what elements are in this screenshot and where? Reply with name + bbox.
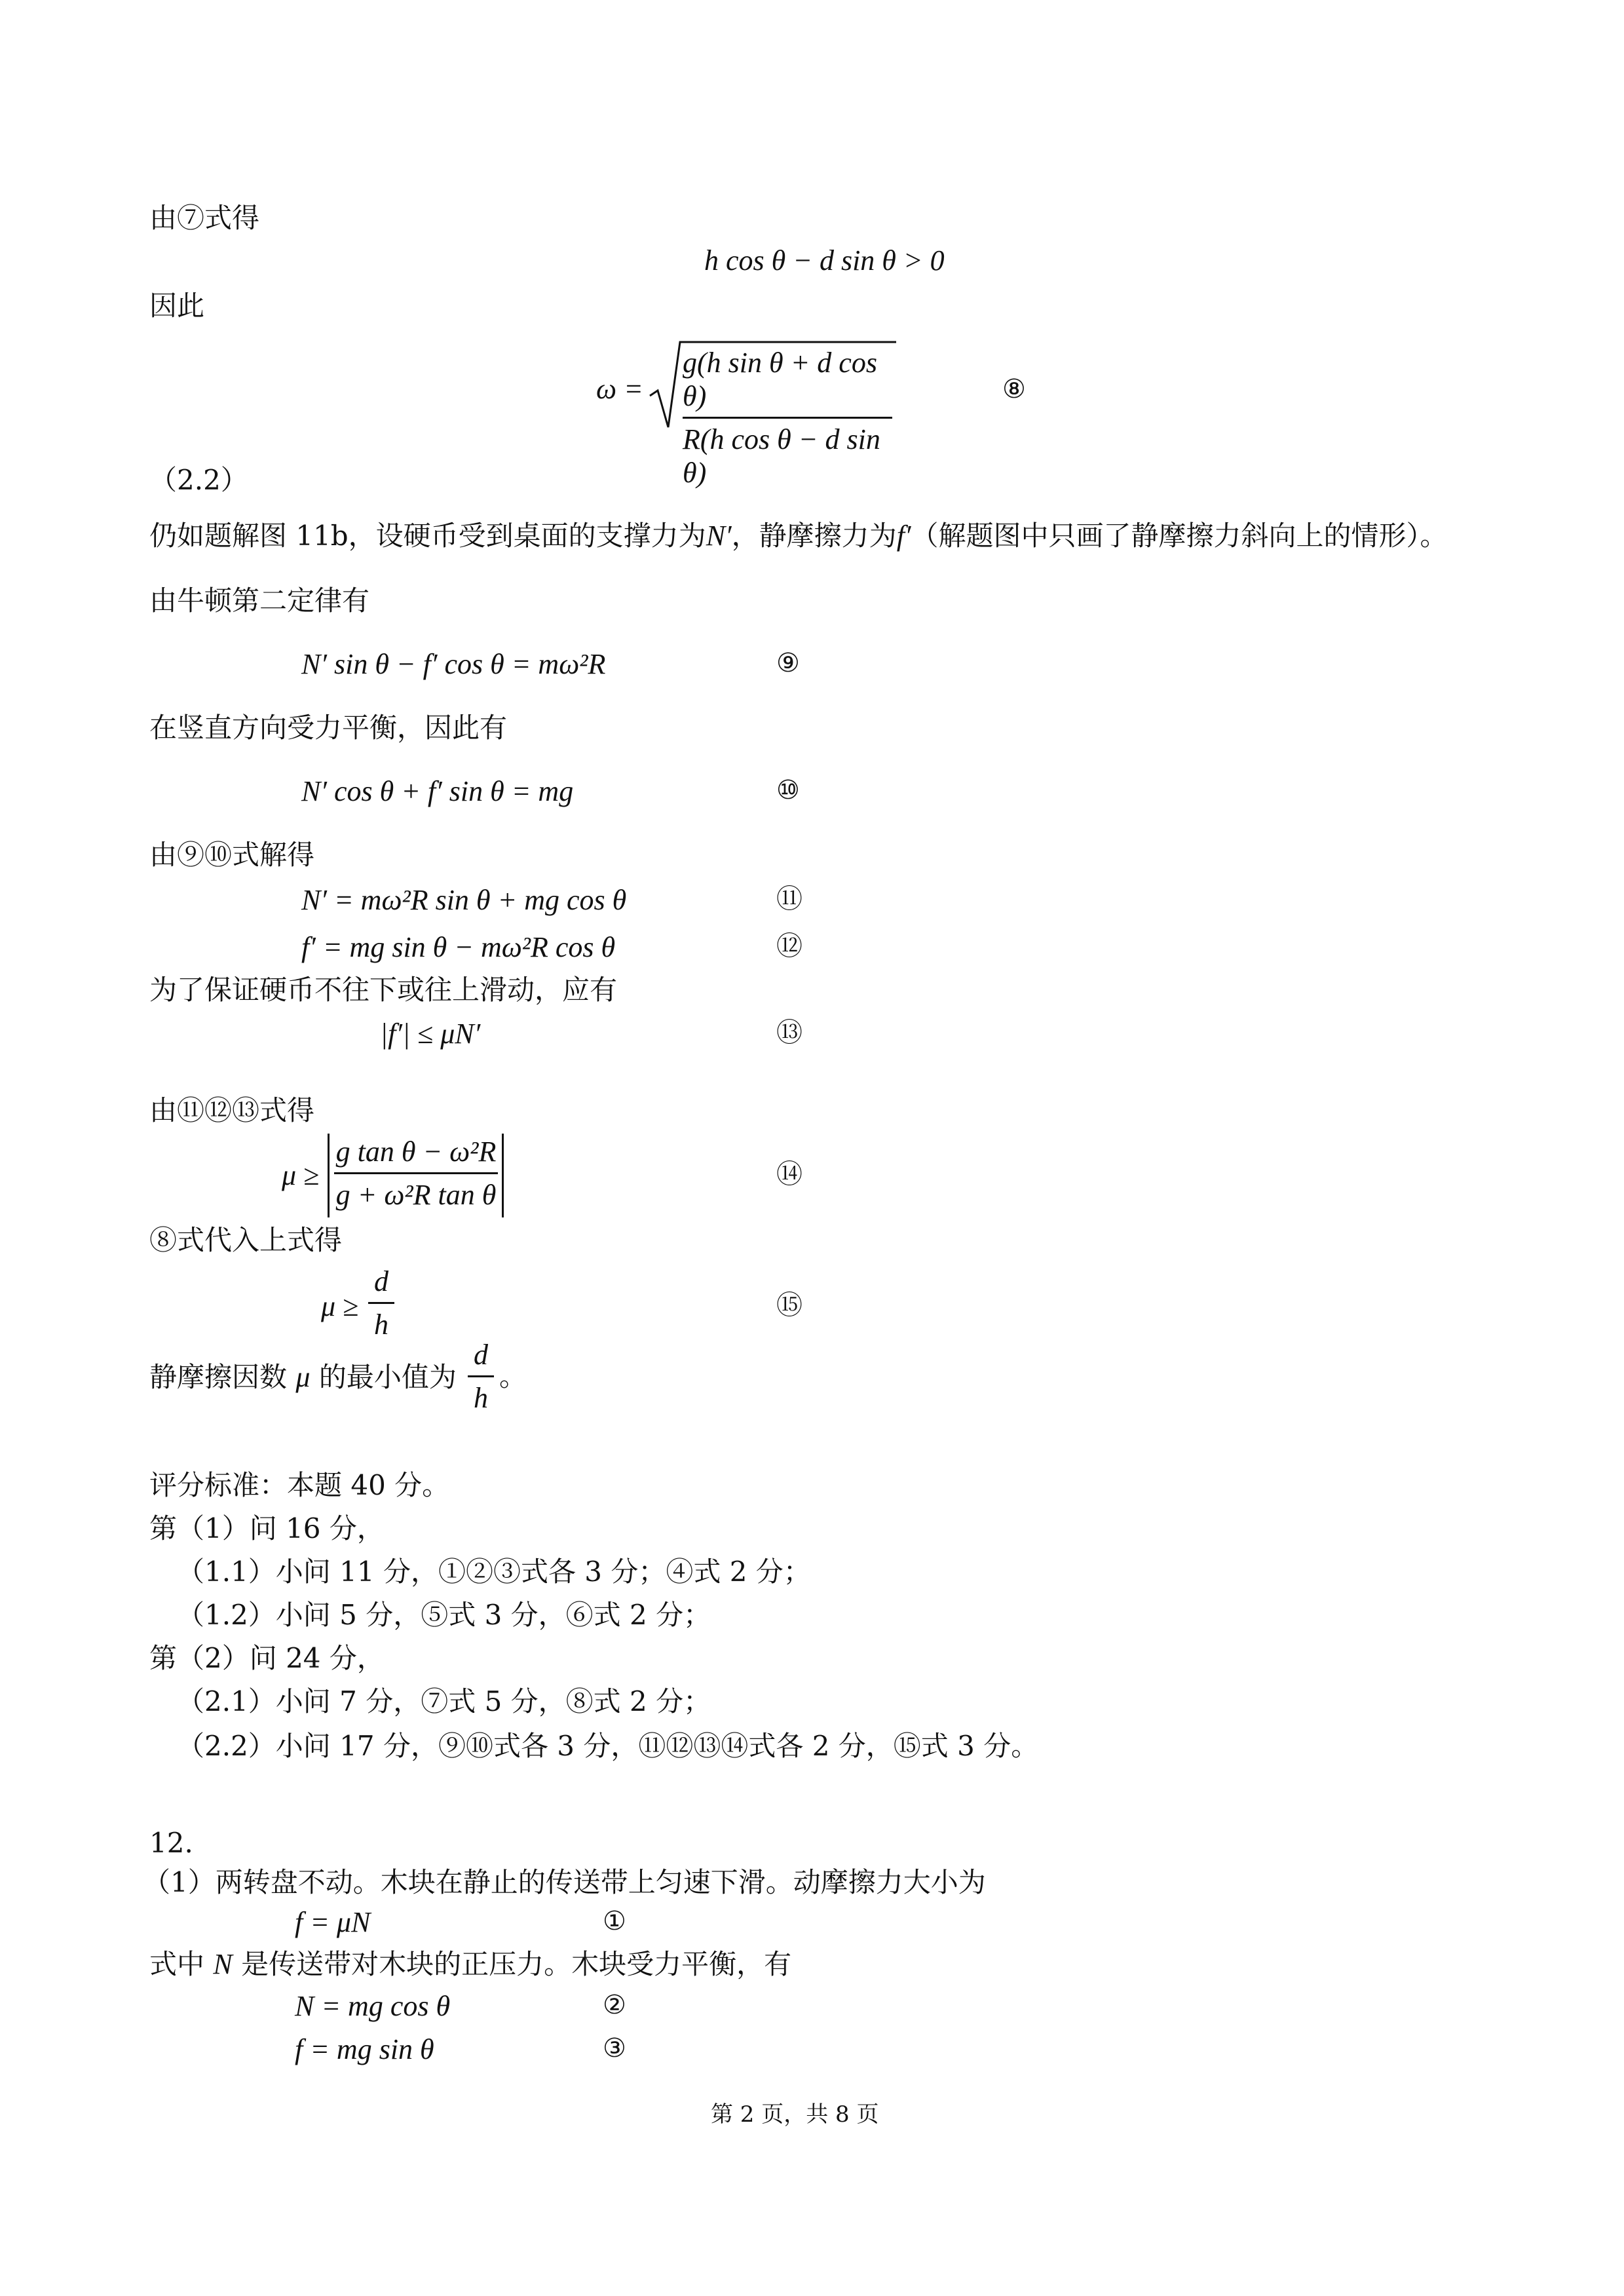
abs-bar-left bbox=[328, 1134, 330, 1217]
text-span: 的最小值为 bbox=[318, 1361, 457, 1393]
omega-fraction bbox=[683, 346, 892, 489]
text-span: 式中 bbox=[149, 1948, 205, 1980]
fraction-bar bbox=[468, 1375, 494, 1377]
equation-number: ⑩ bbox=[776, 775, 800, 805]
text-line bbox=[149, 1950, 791, 1979]
equation-11: N′ = mω²R sin θ + mg cos θ bbox=[301, 884, 627, 916]
equation-number: ⑨ bbox=[776, 648, 800, 678]
scoring-line: （2.2）小问 17 分，⑨⑩式各 3 分，⑪⑫⑬⑭式各 2 分，⑮式 3 分。 bbox=[177, 1730, 1039, 1762]
section-label: （2.2） bbox=[149, 464, 248, 496]
fraction-bar bbox=[368, 1302, 394, 1304]
equation-inequality: h cos θ − d sin θ > 0 bbox=[704, 244, 945, 277]
scoring-line: 第（1）问 16 分， bbox=[149, 1512, 385, 1544]
question-number: 12. bbox=[149, 1827, 193, 1859]
mu-lhs: μ ≥ bbox=[321, 1290, 359, 1322]
equation-13: |f′| ≤ μN′ bbox=[380, 1018, 481, 1050]
equation-number: ⑪ bbox=[776, 884, 803, 914]
text-span: 静摩擦因数 bbox=[149, 1361, 288, 1393]
fraction-bar bbox=[334, 1172, 498, 1174]
equation-9: N′ sin θ − f′ cos θ = mω²R bbox=[301, 648, 606, 680]
eq14-denominator: g + ω²R tan θ bbox=[335, 1179, 497, 1211]
text-line bbox=[149, 522, 1448, 550]
scoring-line: （2.1）小问 7 分，⑦式 5 分，⑧式 2 分； bbox=[177, 1685, 711, 1717]
frac-numerator: d bbox=[374, 1265, 388, 1297]
equation-number: ⑬ bbox=[776, 1018, 803, 1048]
math-inline: f′ bbox=[896, 520, 911, 552]
equation-12: f′ = mg sin θ − mω²R cos θ bbox=[301, 931, 616, 963]
page-footer: 第 2 页，共 8 页 bbox=[711, 2101, 879, 2128]
equation-number: ⑧ bbox=[1002, 374, 1026, 404]
equation-number: ⑫ bbox=[776, 931, 803, 961]
text-line bbox=[149, 1363, 457, 1392]
equation-10: N′ cos θ + f′ sin θ = mg bbox=[301, 775, 574, 807]
text-line: 由⑦式得 bbox=[149, 202, 260, 234]
frac-denominator: h bbox=[374, 1309, 388, 1341]
math-inline: μ bbox=[295, 1361, 311, 1393]
frac-denominator: h bbox=[474, 1382, 488, 1414]
equation-number: ⑮ bbox=[776, 1290, 803, 1320]
text-line: ⑧式代入上式得 bbox=[149, 1224, 343, 1256]
omega-lhs: ω = bbox=[596, 373, 643, 405]
equation-number: ③ bbox=[603, 2033, 626, 2063]
equation-q1: f = μN bbox=[295, 1906, 371, 1938]
text-line: （1）两转盘不动。木块在静止的传送带上匀速下滑。动摩擦力大小为 bbox=[143, 1866, 986, 1898]
math-inline: N′ bbox=[706, 520, 732, 552]
equation-number: ② bbox=[603, 1990, 626, 2020]
equation-q3: f = mg sin θ bbox=[295, 2033, 434, 2065]
text-span: 是传送带对木块的正压力。木块受力平衡，有 bbox=[241, 1948, 792, 1980]
eq14-numerator: g tan θ − ω²R bbox=[335, 1136, 497, 1168]
text-line: 为了保证硬币不往下或往上滑动，应有 bbox=[149, 974, 618, 1006]
text-line: 由⑨⑩式解得 bbox=[149, 839, 315, 871]
omega-denominator: R(h cos θ − d sin θ) bbox=[683, 423, 880, 489]
text-span: 仍如题解图 11b，设硬币受到桌面的支撑力为 bbox=[149, 520, 706, 552]
scoring-title: 评分标准：本题 40 分。 bbox=[149, 1469, 450, 1501]
text-line: 。 bbox=[499, 1360, 527, 1392]
text-line: 由⑪⑫⑬式得 bbox=[149, 1094, 315, 1126]
mu-lhs: μ ≥ bbox=[282, 1159, 320, 1191]
frac-numerator: d bbox=[474, 1339, 488, 1371]
scoring-line: （1.2）小问 5 分，⑤式 3 分，⑥式 2 分； bbox=[177, 1599, 711, 1631]
omega-numerator: g(h sin θ + d cos θ) bbox=[683, 347, 877, 412]
scoring-line: 第（2）问 24 分， bbox=[149, 1642, 385, 1674]
text-line: 在竖直方向受力平衡，因此有 bbox=[149, 712, 508, 744]
text-line: 由牛顿第二定律有 bbox=[149, 584, 370, 617]
text-line: 因此 bbox=[149, 290, 205, 322]
fraction-bar bbox=[683, 417, 892, 419]
eq15-fraction bbox=[368, 1265, 394, 1341]
abs-bar-right bbox=[502, 1134, 504, 1217]
equation-number: ① bbox=[603, 1906, 626, 1936]
scoring-line: （1.1）小问 11 分，①②③式各 3 分；④式 2 分； bbox=[177, 1556, 811, 1588]
math-inline: N bbox=[213, 1948, 233, 1980]
equation-q2: N = mg cos θ bbox=[295, 1990, 451, 2022]
min-mu-fraction bbox=[468, 1338, 494, 1415]
text-span: ，静摩擦力为 bbox=[731, 520, 897, 552]
eq14-fraction bbox=[334, 1135, 498, 1212]
equation-number: ⑭ bbox=[776, 1159, 803, 1189]
text-span: （解题图中只画了静摩擦力斜向上的情形）。 bbox=[911, 520, 1448, 552]
